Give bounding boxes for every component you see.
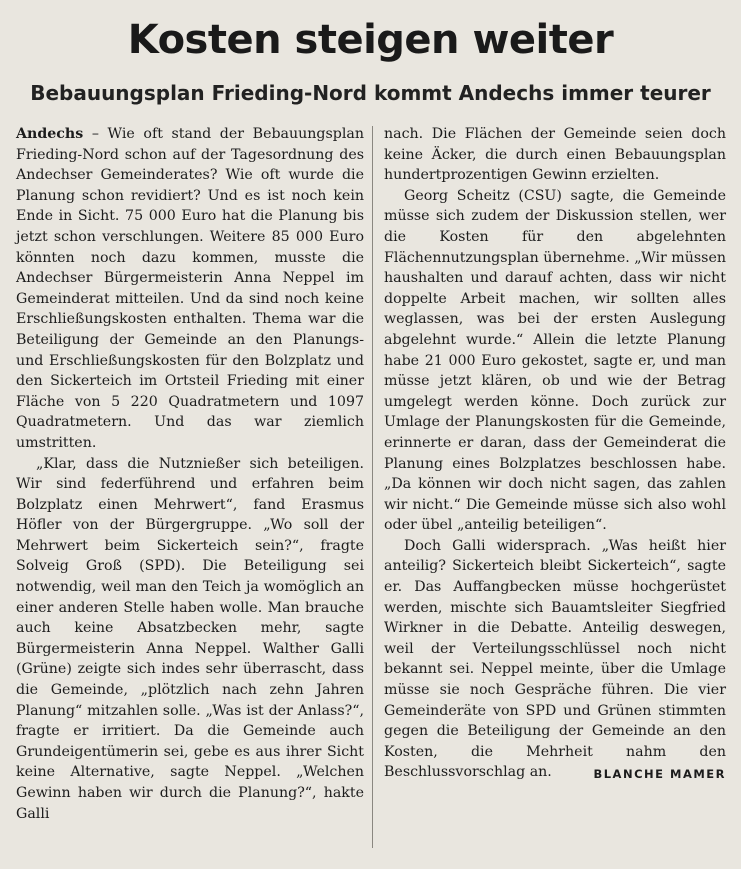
- paragraph-1-text: – Wie oft stand der Bebauungsplan Frieding-Nord schon auf der Tagesordnung des Andechser Gemeinderates? Wie oft wurde die Planung schon revidiert? Und es ist noch kein Ende in Sicht. 75 000 Euro hat die Planung bis jetzt schon verschlungen. Weitere 85 000 Euro könnten noch dazu kommen, musste die Andechser Bürgermeisterin Anna Neppel im Gemeinderat mitteilen. Und da sind noch keine Erschließungskosten enthalten. Thema war die Beteiligung der Gemeinde an den Planungs- und Erschließungskosten für den Bolzplatz und den Sickerteich im Ortsteil Frieding mit einer Fläche von 5 220 Quadratmetern und 1097 Quadratmetern. Und das war ziemlich umstritten.: [16, 126, 364, 451]
- subheadline: Bebauungsplan Frieding-Nord kommt Andechs immer teurer: [30, 81, 711, 105]
- dateline: Andechs: [16, 126, 84, 142]
- paragraph-1: [16, 124, 364, 454]
- column-divider: [372, 126, 373, 848]
- author-byline: BLANCHE MAMER: [593, 767, 726, 782]
- right-column: [384, 124, 726, 785]
- headline: Kosten steigen weiter: [127, 17, 614, 63]
- paragraph-2: „Klar, dass die Nutznießer sich beteiligen. Wir sind federführend und erfahren beim Bolzplatz einen Mehrwert“, fand Erasmus Höfler von der Bürgergruppe. „Wo soll der Mehrwert beim Sickerteich sein?“, fragte Solveig Groß (SPD). Die Beteiligung sei notwendig, weil man den Teich ja womöglich an einer anderen Stelle haben wolle. Man brauche auch keine Absatzbecken mehr, sagte Bürgermeisterin Anna Neppel. Walther Galli (Grüne) zeigte sich indes sehr überrascht, dass die Gemeinde, „plötzlich nach zehn Jahren Planung“ mitzahlen solle. „Was ist der Anlass?“, fragte er irritiert. Da die Gemeinde auch Grundeigentümerin sei, gebe es aus ihrer Sicht keine Alternative, sagte Neppel. „Welchen Gewinn haben wir durch die Planung?“, hakte Galli: [16, 455, 364, 822]
- paragraph-3: nach. Die Flächen der Gemeinde seien doch keine Äcker, die durch einen Bebauungsplan hundertprozentigen Gewinn erzielten.: [384, 126, 726, 184]
- paragraph-5-text: Doch Galli widersprach. „Was heißt hier anteilig? Sickerteich bleibt Sickerteich“, sagte er. Das Auffangbecken müsse hochgerüstet werden, mischte sich Bauamtsleiter Siegfried Wirkner in die Debatte. Anteilig deswegen, weil der Verteilungsschlüssel noch nicht bekannt sei. Neppel meinte, über die Umlage müsse sie noch Gespräche führen. Die vier Gemeinderäte von SPD und Grünen stimmten gegen die Beteiligung der Gemeinde an den Kosten, die Mehrheit nahm den Beschlussvorschlag an.: [384, 537, 726, 781]
- paragraph-5: [384, 536, 726, 783]
- paragraph-4: Georg Scheitz (CSU) sagte, die Gemeinde müsse sich zudem der Diskussion stellen, wer die Kosten für den abgelehnten Flächennutzungsplan übernehme. „Wir müssen haushalten und darauf achten, dass wir nicht doppelte Arbeit machen, wir sollten alles weglassen, was bei der ersten Auslegung abgelehnt wurde.“ Allein die letzte Planung habe 21 000 Euro gekostet, sagte er, und man müsse jetzt klären, ob und wie der Betrag umgelegt werden könne. Doch zurück zur Umlage der Planungskosten für die Gemeinde, erinnerte er daran, dass der Gemeinderat die Planung eines Bolzplatzes beschlossen habe. „Da können wir doch nicht sagen, das zahlen wir nicht.“ Die Gemeinde müsse sich also wohl oder übel „anteilig beteiligen“.: [384, 187, 726, 534]
- left-column: [16, 124, 364, 824]
